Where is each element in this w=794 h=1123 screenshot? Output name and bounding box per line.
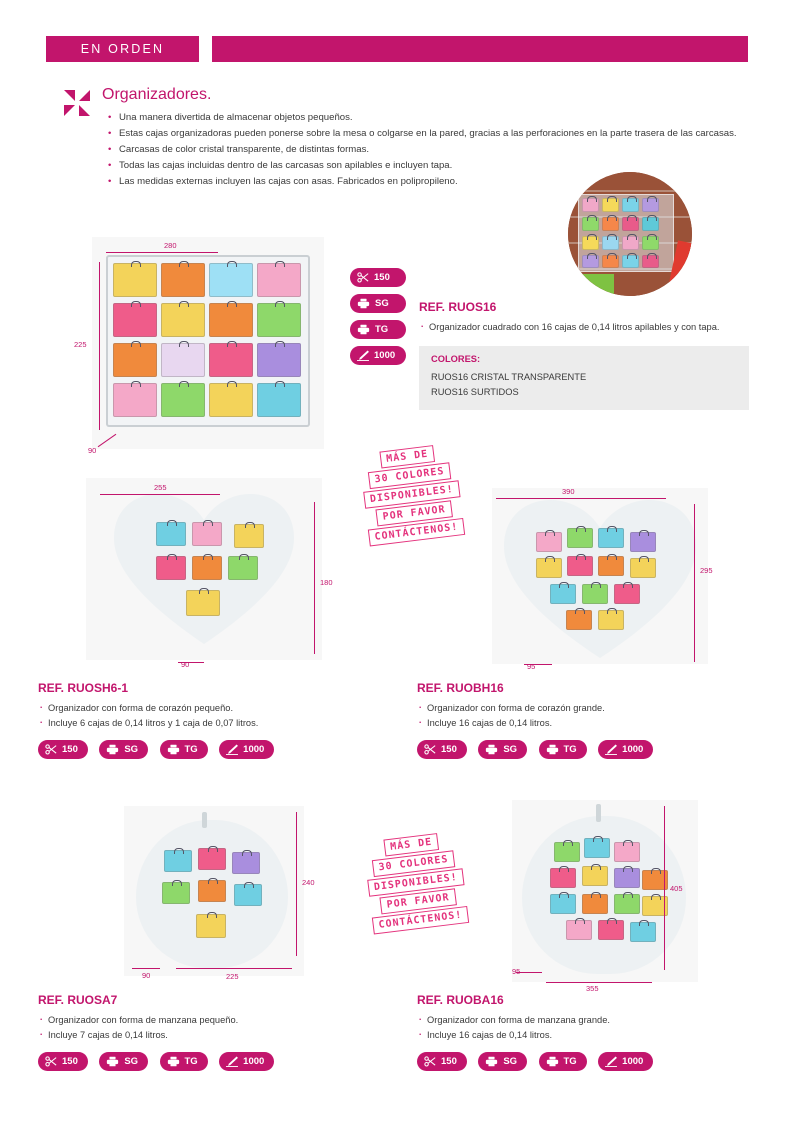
badge-label: 1000 [374,350,396,361]
stamp-line: CONTÁCTENOS! [372,906,470,935]
badge-label: 150 [62,1056,78,1067]
ref-bullet-list [419,320,749,334]
dimension-label-depth: 90 [88,446,97,455]
stamp-line: MÁS DE [383,833,439,856]
badge-printer-tg[interactable] [160,1052,208,1071]
dimension-line-height [694,504,695,662]
ref-title: REF. RUOS16 [419,300,497,314]
badge-pen-1000[interactable] [350,346,406,365]
scissors-icon [357,272,369,283]
badge-label: SG [124,1056,139,1067]
list-item: · Incluye 16 cajas de 0,14 litros. [417,1028,747,1042]
badge-pen-1000[interactable] [598,740,653,759]
badge-label: TG [184,744,198,755]
badge-group-ruos16 [350,268,406,372]
ref-title: REF. RUOBH16 [417,681,504,695]
list-item: • Una manera divertida de almacenar objetos pequeños. [108,111,764,125]
printer-icon [357,324,370,335]
badge-printer-sg[interactable] [99,740,148,759]
badge-printer-tg[interactable] [539,1052,587,1071]
badge-label: 150 [374,272,390,283]
dimension-label-width: 355 [586,984,599,993]
list-item: · Incluye 7 cajas de 0,14 litros. [38,1028,368,1042]
page-header [0,36,794,62]
stamp-more-colors-2 [351,829,482,938]
dimension-label-width: 225 [226,972,239,981]
dimension-label-height: 225 [74,340,87,349]
stamp-line: DISPONIBLES! [367,868,465,897]
list-item: · Organizador con forma de manzana grande. [417,1013,747,1027]
printer-icon [546,1056,559,1067]
badge-scissors-150[interactable] [38,1052,88,1071]
scissors-icon [424,744,436,755]
badge-label: SG [503,1056,518,1067]
stamp-line: 30 COLORES [372,850,456,877]
printer-icon [485,744,498,755]
stamp-line: DISPONIBLES! [363,480,461,509]
printer-icon [167,744,180,755]
badge-label: TG [375,324,389,335]
stamp-line: CONTÁCTENOS! [368,518,466,547]
list-item: • Todas las cajas incluidas dentro de las carcasas son apilables e incluyen tapa. [108,159,764,173]
list-item: · Organizador cuadrado con 16 cajas de 0,14 litros apilables y con tapa. [419,320,749,334]
colors-box [419,346,749,410]
list-item: • Las medidas externas incluyen las cajas con asas. Fabricados en polipropileno. [108,175,764,189]
dimension-label-depth: 95 [527,662,536,671]
badge-label: SG [503,744,518,755]
badge-printer-sg[interactable] [478,740,527,759]
stamp-line: 30 COLORES [368,462,452,489]
list-item: · Organizador con forma de corazón pequeño. [38,701,368,715]
color-option: RUOS16 CRISTAL TRANSPARENTE [431,372,587,382]
pen-icon [605,1056,617,1067]
scissors-icon [45,744,57,755]
badge-group-ruoba16 [417,1052,747,1072]
dimension-line-height [664,806,665,970]
section-tab: EN ORDEN [46,36,199,62]
color-option: RUOS16 SURTIDOS [431,387,519,397]
badge-printer-tg[interactable] [350,320,406,339]
badge-label: 1000 [622,1056,644,1067]
page-title: Organizadores. [102,86,212,103]
badge-label: TG [563,744,577,755]
badge-label: 150 [62,744,78,755]
badge-group-ruosa7 [38,1052,368,1072]
expand-arrows-icon [64,90,90,116]
product-image-ruosa7 [124,806,304,976]
ref-bullet-list [38,1013,368,1042]
list-item: • Carcasas de color cristal transparente, de distintas formas. [108,143,764,157]
dimension-line-height [296,812,297,956]
badge-printer-tg[interactable] [539,740,587,759]
ref-bullet-list [417,701,747,730]
printer-icon [106,1056,119,1067]
scissors-icon [424,1056,436,1067]
dimension-label-width: 255 [154,483,167,492]
badge-label: 150 [441,744,457,755]
ref-bullet-list [38,701,368,730]
dimension-line-width [546,982,652,983]
product-info-ruosa7 [38,993,368,1072]
badge-scissors-150[interactable] [38,740,88,759]
badge-pen-1000[interactable] [219,1052,274,1071]
badge-group-ruosh6-1 [38,740,368,760]
product-image-ruobh16 [492,488,708,664]
dimension-label-height: 295 [700,566,713,575]
list-item: · Incluye 16 cajas de 0,14 litros. [417,716,747,730]
badge-scissors-150[interactable] [350,268,406,287]
dimension-label-width: 390 [562,487,575,496]
badge-printer-sg[interactable] [99,1052,148,1071]
pen-icon [226,1056,238,1067]
stamp-line: POR FAVOR [380,888,457,914]
badge-scissors-150[interactable] [417,740,467,759]
dimension-line-depth [132,968,160,969]
dimension-label-depth: 90 [142,971,151,980]
stamp-line: POR FAVOR [376,500,453,526]
dimension-line-width [100,494,220,495]
product-image-ruos16 [92,237,324,449]
badge-label: 150 [441,1056,457,1067]
stamp-line: MÁS DE [379,445,435,468]
page-number: 35 [757,41,772,57]
printer-icon [167,1056,180,1067]
dimension-label-depth: 90 [181,660,190,669]
product-info-ruosh6-1 [38,681,368,760]
scissors-icon [45,1056,57,1067]
ref-title: REF. RUOSH6-1 [38,681,129,695]
product-image-ruosh6-1 [86,478,322,660]
list-item: · Organizador con forma de manzana pequeño. [38,1013,368,1027]
product-info-ruos16 [419,300,749,410]
badge-label: TG [563,1056,577,1067]
pen-icon [357,350,369,361]
ref-bullet-list [417,1013,747,1042]
dimension-label-depth: 95 [512,967,521,976]
badge-pen-1000[interactable] [598,1052,653,1071]
dimension-line-height [314,502,315,654]
product-info-ruobh16 [417,681,747,760]
badge-printer-tg[interactable] [160,740,208,759]
dimension-label-width: 280 [164,241,177,250]
dimension-line-height [99,262,100,430]
dimension-label-height: 405 [670,884,683,893]
badge-label: SG [124,744,139,755]
badge-scissors-150[interactable] [417,1052,467,1071]
product-info-ruoba16 [417,993,747,1072]
printer-icon [357,298,370,309]
printer-icon [106,744,119,755]
badge-label: 1000 [622,744,644,755]
ref-title: REF. RUOSA7 [38,993,118,1007]
dimension-line-width [496,498,666,499]
badge-label: 1000 [243,1056,265,1067]
dimension-line-width [106,252,218,253]
badge-pen-1000[interactable] [219,740,274,759]
badge-label: TG [184,1056,198,1067]
stamp-more-colors-1 [347,441,478,550]
dimension-label-height: 180 [320,578,333,587]
lifestyle-photo [568,172,692,296]
pen-icon [226,744,238,755]
colors-title: COLORES: [431,354,481,364]
list-item: • Estas cajas organizadoras pueden ponerse sobre la mesa o colgarse en la pared, gracias a las perforaciones en la parte trasera de las carcasas. [108,127,764,141]
list-item: · Organizador con forma de corazón grande. [417,701,747,715]
list-item: · Incluye 6 cajas de 0,14 litros y 1 caja de 0,07 litros. [38,716,368,730]
badge-group-ruobh16 [417,740,747,760]
badge-printer-sg[interactable] [478,1052,527,1071]
printer-icon [546,744,559,755]
badge-label: 1000 [243,744,265,755]
badge-printer-sg[interactable] [350,294,406,313]
dimension-line-width [176,968,292,969]
ref-title: REF. RUOBA16 [417,993,504,1007]
dimension-label-height: 240 [302,878,315,887]
printer-icon [485,1056,498,1067]
pen-icon [605,744,617,755]
badge-label: SG [375,298,389,309]
header-bar [212,36,748,62]
